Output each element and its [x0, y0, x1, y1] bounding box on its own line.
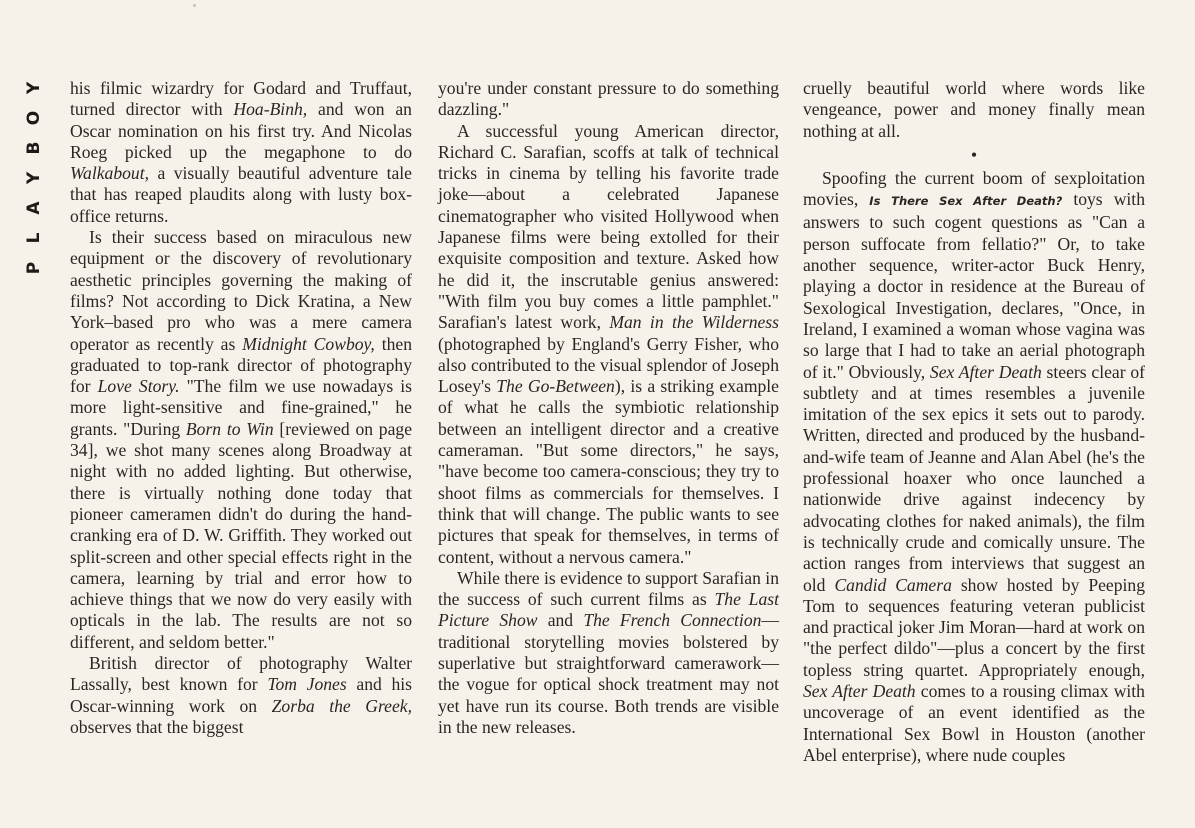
running-head-letter: L — [24, 232, 44, 244]
section-bullet: • — [970, 144, 978, 165]
film-title: Is There Sex After Death? — [869, 194, 1063, 209]
paragraph: his filmic wizardry for Godard and Truffaut, turned director with Hoa-Binh, and won an Oscar nomination on his first try. And Nicolas Roeg picked up the megaphone to do Walkabout, a visually beautiful adventure tale that has reaped plaudits along with lusty box-office returns. — [70, 78, 412, 226]
top-speck — [193, 4, 196, 7]
running-head-letter: O — [24, 110, 44, 126]
article-column-3 — [803, 78, 1145, 766]
paragraph: British director of photography Walter Lassally, best known for Tom Jones and his Oscar-winning work on Zorba the Greek, observes that the biggest — [70, 653, 412, 737]
paragraph: A successful young American director, Richard C. Sarafian, scoffs at talk of technical tricks in cinema by telling his favorite trade joke—about a celebrated Japanese cinematographer who visited Hollywood when Japanese films were being extolled for their exquisite composition and texture. Asked how he did it, the inscrutable genius answered: "With film you buy comes a little pamphlet." Sarafian's latest work, Man in the Wilderness (photographed by England's Gerry Fisher, who also contributed to the visual splendor of Joseph Losey's The Go-Between), is a striking example of what he calls the symbiotic relationship between an intelligent director and a creative cameraman. "But some directors," he says, "have become too camera-conscious; they try to shoot films as commercials for themselves. I think that will change. The public wants to see pictures that speak for themselves, in terms of content, without a nervous camera." — [438, 120, 780, 567]
running-head-letter: P — [24, 261, 44, 275]
paragraph: Is their success based on miraculous new equipment or the discovery of revolutionary aesthetic principles governing the making of films? Not according to Dick Kratina, a New York–based pro who was a mere camera operator as recently as Midnight Cowboy, then graduated to top-rank director of photography for Love Story. "The film we use nowadays is more light-sensitive and fine-grained," he grants. "During Born to Win [reviewed on page 34], we shot many scenes along Broadway at night with no added lighting. But otherwise, there is virtually nothing done today that pioneer cameramen didn't do during the hand-cranking era of D. W. Griffith. They worked out split-screen and other special effects right in the camera, learning by trial and error how to achieve things that we now do very easily with opticals in the lab. The results are not so different, and seldom better." — [70, 227, 413, 652]
running-head-letter: B — [24, 141, 44, 155]
paragraph: cruelly beautiful world where words like vengeance, power and money finally mean nothing at all. — [803, 78, 1145, 141]
article-column-2 — [438, 78, 779, 738]
running-head-letter: Y — [24, 81, 44, 95]
paragraph: Spoofing the current boom of sexploitation movies, Is There Sex After Death? toys with answers to such cogent questions as "Can a person suffocate from fellatio?" Or, to take another sequence, writer-actor Buck Henry, playing a doctor in residence at the Bureau of Sexological Investigation, declares, "Once, in Ireland, I examined a woman whose vagina was so large that I had to take an aerial photograph of it." Obviously, Sex After Death steers clear of subtlety and at times resembles a juvenile imitation of the sex epics it sets out to parody. Written, directed and produced by the husband-and-wife team of Jeanne and Alan Abel (he's the professional hoaxer who once launched a nationwide drive against indecency by advocating clothes for naked animals), the film is technically crude and comically unsure. The action ranges from interviews that suggest an old Candid Camera show hosted by Peeping Tom to sequences featuring veteran publicist and practical joker Jim Moran—hard at work on "the perfect dildo"—plus a concert by the first topless string quartet. Appropriately enough, Sex After Death comes to a rousing climax with uncoverage of an event identified as the International Sex Bowl in Houston (another Abel enterprise), where nude couples — [803, 167, 1146, 765]
running-head-letter: A — [24, 201, 44, 215]
page-edge — [0, 818, 1195, 828]
running-head-letter: Y — [24, 171, 44, 185]
paragraph: you're under constant pressure to do something dazzling." — [438, 78, 779, 120]
article-column-1 — [70, 78, 412, 738]
paragraph: While there is evidence to support Sarafian in the success of such current films as The Last Picture Show and The French Connection—traditional storytelling movies bolstered by superlative but straightforward camerawork—the vogue for optical shock treatment may not yet have run its course. Both trends are visible in the new releases. — [438, 567, 780, 737]
running-head — [14, 70, 54, 290]
